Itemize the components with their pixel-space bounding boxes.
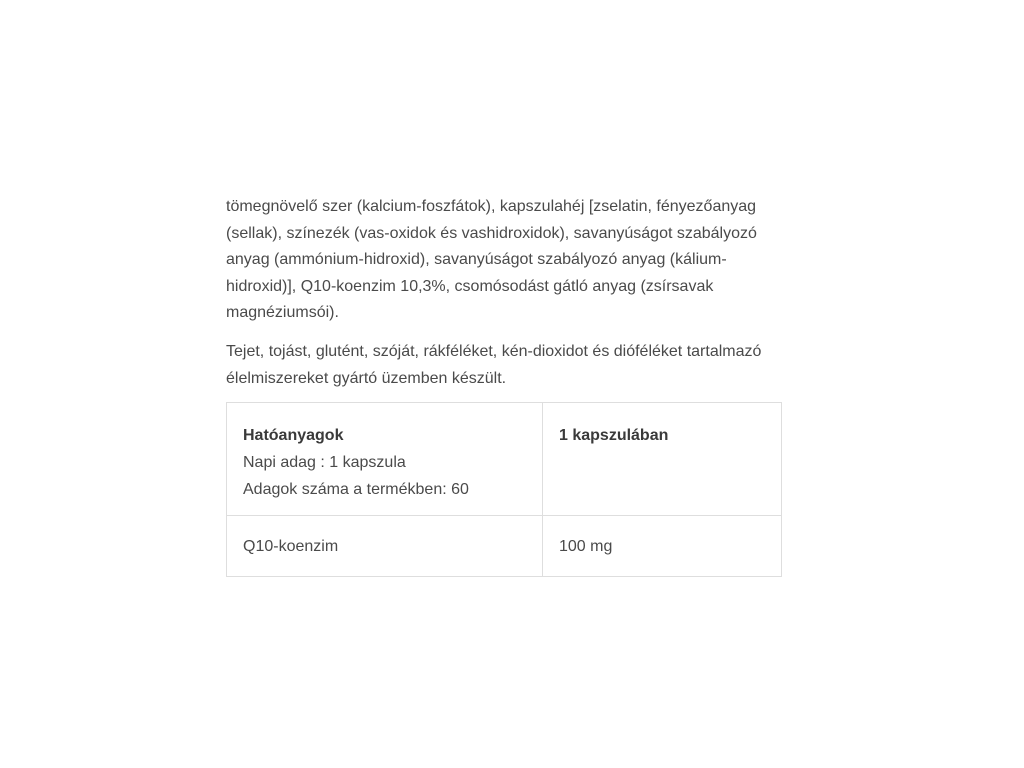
table-header-cell-ingredients — [227, 403, 543, 516]
product-description — [226, 194, 782, 392]
ingredient-name-cell: Q10-koenzim — [227, 516, 543, 577]
ingredients-paragraph: tömegnövelő szer (kalcium-foszfátok), kapszulahéj [zselatin, fényezőanyag (sellak), színezék (vas-oxidok és vashidroxidok), savanyúságot szabályozó anyag (ammónium-hidroxid), savanyúságot szabályozó anyag (kálium-hidroxid)], Q10-koenzim 10,3%, csomósodást gátló anyag (zsírsavak magnéziumsói). — [226, 198, 757, 322]
table-row — [227, 516, 782, 577]
table-header-cell-per-unit — [543, 403, 782, 516]
table-header-title: Hatóanyagok — [243, 427, 344, 444]
servings-count-text: Adagok száma a termékben: 60 — [243, 481, 469, 498]
active-ingredients-table — [226, 402, 782, 577]
per-unit-header: 1 kapszulában — [559, 427, 669, 444]
daily-dose-text: Napi adag : 1 kapszula — [243, 454, 406, 471]
ingredient-amount-cell: 100 mg — [543, 516, 782, 577]
table-header-row — [227, 403, 782, 516]
allergen-note: Tejet, tojást, glutént, szóját, rákféléket, kén-dioxidot és dióféléket tartalmazó élelmiszereket gyártó üzemben készült. — [226, 342, 762, 387]
